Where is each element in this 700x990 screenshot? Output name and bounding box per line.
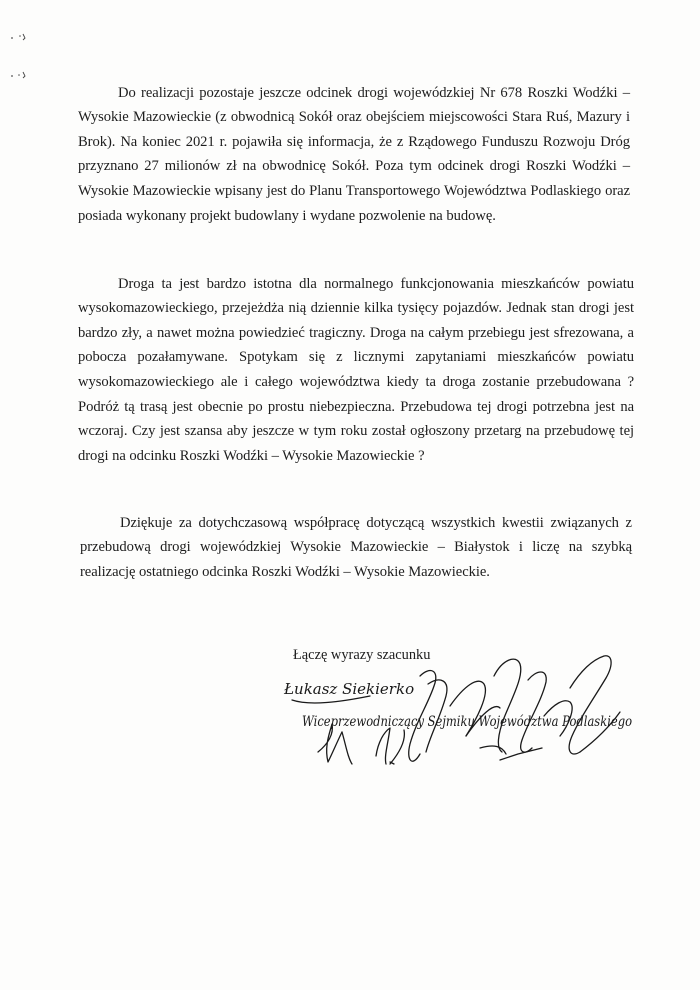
paragraph-thanks: Dziękuje za dotychczasową współpracę dotyczącą wszystkich kwestii związanych z przebudową drogi wojewódzkiej Wysokie Mazowieckie – Białystok i liczę na szybką realizację ostatniego odcinka Roszki Wodźki – Wysokie Mazowieckie. xyxy=(80,514,632,580)
handwritten-signature xyxy=(280,636,640,796)
signature-title: Wiceprzewodniczący Sejmiku Województwa Podlaskiego xyxy=(302,714,632,730)
closing-salutation: Łączę wyrazy szacunku xyxy=(293,647,431,663)
paragraph-road-condition: Droga ta jest bardzo istotna dla normalnego funkcjonowania mieszkańców powiatu wysokomazowieckiego, przejeżdża nią dziennie kilka tysięcy pojazdów. Jednak stan drogi jest bardzo zły, a nawet można powiedzieć tragiczny. Droga na całym przebiegu jest sfrezowana, a pobocza pozałamywane. Spotykam się z licznymi zapytaniami mieszkańców powiatu wysokomazowieckiego ale i całego województwa kiedy ta droga zostanie przebudowana ? Podróż tą trasą jest obecnie po prostu niebezpieczna. Przebudowa tej drogi potrzebna jest na wczoraj. Czy jest szansa aby jeszcze w tym roku został ogłoszony przetarg na przebudowę tej drogi na odcinku Roszki Wodźki – Wysokie Mazowieckie ? xyxy=(78,275,634,464)
signature-scribble xyxy=(292,656,620,764)
paragraph-road-section-status: Do realizacji pozostaje jeszcze odcinek drogi wojewódzkiej Nr 678 Roszki Wodźki – Wysokie Mazowieckie (z obwodnicą Sokół oraz obejściem miejscowości Stara Ruś, Mazury i Brok). Na koniec 2021 r. pojawiła się informacja, że z Rządowego Funduszu Rozwoju Dróg przyznano 27 milionów zł na obwodnicę Sokół. Poza tym odcinek drogi Roszki Wodźki – Wysokie Mazowieckie wpisany jest do Planu Transportowego Województwa Podlaskiego oraz posiada wykonany projekt budowlany i wydane pozwolenie na budowę. xyxy=(78,84,630,224)
margin-marks xyxy=(8,28,30,88)
signature-name: Łukasz Siekierko xyxy=(284,680,415,698)
